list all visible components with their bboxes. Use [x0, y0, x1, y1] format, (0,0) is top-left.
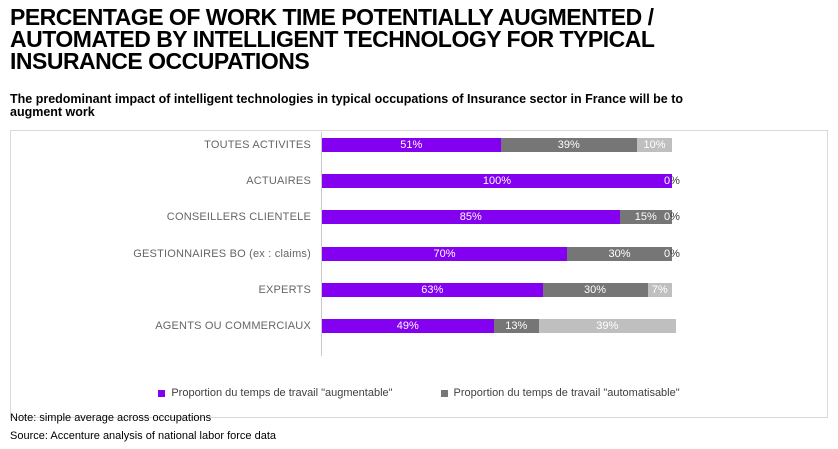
- category-label: GESTIONNAIRES BO (ex : claims): [133, 247, 311, 260]
- segment-automatisable: [494, 319, 540, 333]
- bar-chart: [10, 130, 828, 418]
- chart-row: [11, 246, 827, 261]
- segment-automatisable: [543, 283, 648, 297]
- category-label: EXPERTS: [258, 284, 311, 297]
- segment-automatisable: [567, 247, 672, 261]
- chart-subtitle: The predominant impact of intelligent technologies in typical occupations of Insurance sector in France will be to augment work: [10, 92, 684, 119]
- category-label: AGENTS OU COMMERCIAUX: [155, 320, 311, 333]
- segment-zero-label: 0%: [664, 174, 680, 187]
- segment-augmentable: [322, 210, 620, 224]
- segment-augmentable: [322, 138, 501, 152]
- chart-row: [11, 173, 827, 188]
- bar-track: [322, 319, 672, 333]
- bar-track: [322, 210, 680, 224]
- segment-zero-label: 0%: [664, 211, 680, 224]
- segment-value-label: 30%: [583, 284, 607, 297]
- segment-value-label: 30%: [608, 247, 631, 260]
- segment-value-label: 7%: [651, 284, 668, 297]
- segment-augmentable: [322, 283, 543, 297]
- segment-automatisable: [501, 138, 638, 152]
- chart-row: [11, 319, 827, 334]
- bar-track: [322, 138, 672, 152]
- segment-augmentable: [322, 174, 672, 188]
- bar-track: [322, 247, 680, 261]
- segment-remainder: [539, 319, 676, 333]
- category-label: ACTUAIRES: [246, 174, 311, 187]
- chart-note: Note: simple average across occupations: [10, 412, 212, 424]
- legend-item-augmentable: [158, 387, 392, 399]
- segment-value-label: 13%: [505, 320, 528, 333]
- segment-value-label: 39%: [557, 138, 580, 151]
- chart-row: [11, 210, 827, 225]
- segment-value-label: 49%: [396, 320, 419, 333]
- segment-value-label: 39%: [596, 320, 619, 333]
- legend-item-automatisable: [441, 387, 680, 399]
- chart-legend: [11, 387, 827, 399]
- segment-value-label: 51%: [400, 138, 423, 151]
- segment-zero-label: 0%: [664, 247, 680, 260]
- segment-value-label: 10%: [643, 138, 666, 151]
- bar-track: [322, 283, 672, 297]
- segment-value-label: 70%: [433, 247, 456, 260]
- legend-label-automatisable: Proportion du temps de travail "automatisable": [453, 387, 680, 399]
- chart-row: [11, 137, 827, 152]
- category-label: CONSEILLERS CLIENTELE: [166, 211, 311, 224]
- segment-value-label: 100%: [482, 174, 512, 187]
- legend-swatch-augmentable-icon: [158, 390, 165, 397]
- segment-remainder: [637, 138, 672, 152]
- legend-swatch-automatisable-icon: [441, 390, 448, 397]
- segment-value-label: 85%: [459, 211, 482, 224]
- chart-source: Source: Accenture analysis of national labor force data: [10, 430, 276, 442]
- page-title: PERCENTAGE OF WORK TIME POTENTIALLY AUGMENTED / AUTOMATED BY INTELLIGENT TECHNOLOGY FOR TYPICAL INSURANCE OCCUPATIONS: [10, 4, 654, 74]
- chart-rows: [11, 137, 827, 355]
- segment-value-label: 15%: [634, 211, 657, 224]
- category-label: TOUTES ACTIVITES: [204, 138, 311, 151]
- segment-remainder: [648, 283, 673, 297]
- segment-value-label: 63%: [421, 284, 444, 297]
- segment-augmentable: [322, 247, 567, 261]
- bar-track: [322, 174, 680, 188]
- chart-row: [11, 283, 827, 298]
- segment-augmentable: [322, 319, 494, 333]
- legend-label-augmentable: Proportion du temps de travail "augmentable": [171, 387, 393, 399]
